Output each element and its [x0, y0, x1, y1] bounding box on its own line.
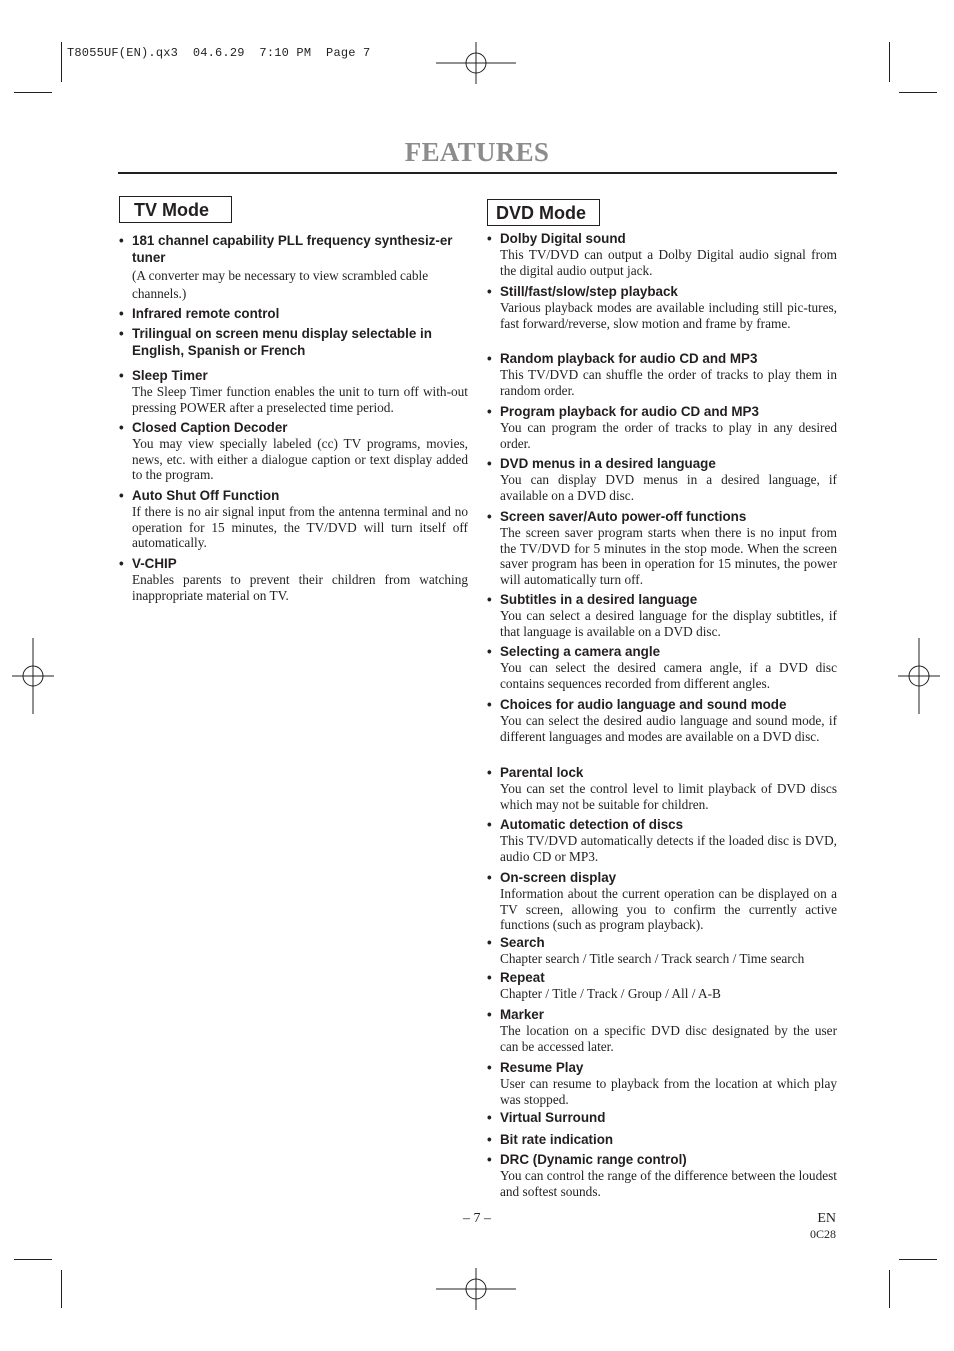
feature-title: • Choices for audio language and sound mode: [487, 696, 837, 713]
feature-description: You can display DVD menus in a desired language, if available on a DVD disc.: [500, 472, 837, 503]
list-item: [119, 305, 468, 322]
list-item: [119, 232, 468, 303]
feature-title: • Repeat: [487, 969, 837, 986]
feature-description: Chapter / Title / Track / Group / All / A-B: [500, 986, 721, 1001]
list-item: [487, 696, 837, 744]
page-number: – 7 –: [463, 1211, 491, 1226]
feature-title: • Trilingual on screen menu display selectable in English, Spanish or French: [119, 325, 468, 359]
feature-description: You can set the control level to limit playback of DVD discs which may not be suitable for children.: [500, 781, 837, 812]
registration-mark-icon: [12, 638, 54, 714]
title-divider: [118, 172, 837, 174]
feature-description: You can select a desired language for the display subtitles, if that language is available on a DVD disc.: [500, 608, 837, 639]
feature-title: • Dolby Digital sound: [487, 230, 837, 247]
feature-description: Various playback modes are available including still pic-tures, fast forward/reverse, slow motion and frame by frame.: [500, 300, 837, 331]
list-item: [487, 643, 837, 691]
feature-title: • Still/fast/slow/step playback: [487, 283, 837, 300]
list-item: [487, 1151, 837, 1199]
list-item: [487, 403, 837, 451]
feature-title: • Random playback for audio CD and MP3: [487, 350, 837, 367]
feature-description: You can select the desired camera angle, if a DVD disc contains sequences recorded from different angles.: [500, 660, 837, 691]
list-item: [487, 508, 837, 587]
crop-mark: [61, 42, 62, 82]
feature-title: • Search: [487, 934, 837, 951]
list-item: [119, 367, 468, 415]
feature-title: • V-CHIP: [119, 555, 468, 572]
registration-mark-icon: [436, 42, 516, 84]
feature-title: • Automatic detection of discs: [487, 816, 837, 833]
feature-title: • DRC (Dynamic range control): [487, 1151, 837, 1168]
feature-title: • 181 channel capability PLL frequency synthesiz-er tuner: [119, 232, 468, 266]
feature-title: • DVD menus in a desired language: [487, 455, 837, 472]
document-code: 0C28: [809, 1227, 836, 1241]
crop-mark: [61, 1270, 62, 1308]
crop-mark: [14, 1259, 52, 1260]
list-item: [487, 934, 837, 967]
feature-description: You can control the range of the difference between the loudest and softest sounds.: [500, 1168, 837, 1199]
feature-title: • Marker: [487, 1006, 837, 1023]
feature-description: (A converter may be necessary to view scrambled cable channels.): [132, 268, 429, 301]
feature-title: • Selecting a camera angle: [487, 643, 837, 660]
feature-title: • On-screen display: [487, 869, 837, 886]
list-item: [487, 764, 837, 812]
feature-description: You may view specially labeled (cc) TV programs, movies, news, etc. with either a dialogue caption or text display added to the program.: [132, 436, 468, 483]
list-item: [119, 325, 468, 359]
list-item: [487, 1006, 837, 1054]
feature-title: • Virtual Surround: [487, 1109, 837, 1126]
feature-title: • Program playback for audio CD and MP3: [487, 403, 837, 420]
list-item: [119, 419, 468, 483]
feature-description: The Sleep Timer function enables the unit to turn off with-out pressing POWER after a preselected time period.: [132, 384, 468, 415]
feature-title: • Parental lock: [487, 764, 837, 781]
feature-description: User can resume to playback from the location at which play was stopped.: [500, 1076, 837, 1107]
registration-mark-icon: [898, 638, 940, 714]
feature-description: You can program the order of tracks to play in any desired order.: [500, 420, 837, 451]
feature-description: This TV/DVD can output a Dolby Digital audio signal from the digital audio output jack.: [500, 247, 837, 278]
feature-title: • Auto Shut Off Function: [119, 487, 468, 504]
crop-mark: [889, 42, 890, 82]
list-item: [487, 816, 837, 864]
list-item: [487, 283, 837, 331]
feature-description: Chapter search / Title search / Track search / Time search: [500, 951, 805, 966]
page-title: FEATURES: [404, 137, 550, 167]
feature-title: • Subtitles in a desired language: [487, 591, 837, 608]
feature-description: The location on a specific DVD disc designated by the user can be accessed later.: [500, 1023, 837, 1054]
language-code: EN: [817, 1211, 836, 1226]
list-item: [487, 230, 837, 278]
crop-mark: [899, 1259, 937, 1260]
feature-description: Enables parents to prevent their children from watching inappropriate material on TV.: [132, 572, 468, 603]
tv-mode-heading: TV Mode: [119, 196, 232, 223]
list-item: [487, 591, 837, 639]
crop-mark: [899, 92, 937, 93]
list-item: [119, 555, 468, 603]
crop-mark: [14, 92, 52, 93]
feature-description: This TV/DVD can shuffle the order of tracks to play them in random order.: [500, 367, 837, 398]
feature-title: • Sleep Timer: [119, 367, 468, 384]
feature-description: This TV/DVD automatically detects if the loaded disc is DVD, audio CD or MP3.: [500, 833, 837, 864]
list-item: [487, 350, 837, 398]
list-item: [487, 869, 837, 933]
list-item: [487, 1131, 837, 1148]
crop-mark: [889, 1270, 890, 1308]
feature-description: You can select the desired audio language and sound mode, if different languages and modes are available on a DVD disc.: [500, 713, 837, 744]
feature-title: • Infrared remote control: [119, 305, 468, 322]
list-item: [487, 455, 837, 503]
list-item: [487, 969, 837, 1002]
list-item: [487, 1109, 837, 1126]
feature-title: • Bit rate indication: [487, 1131, 837, 1148]
list-item: [119, 487, 468, 551]
dvd-mode-heading: DVD Mode: [487, 199, 600, 226]
registration-mark-icon: [436, 1268, 516, 1310]
feature-description: The screen saver program starts when there is no input from the TV/DVD for 5 minutes in the stop mode. When the screen saver program has been in operation for 15 minutes, the power will automatically turn off.: [500, 525, 837, 587]
file-slug: T8055UF(EN).qx3 04.6.29 7:10 PM Page 7: [67, 46, 371, 60]
feature-title: • Resume Play: [487, 1059, 837, 1076]
feature-description: If there is no air signal input from the antenna terminal and no operation for 15 minutes, the TV/DVD will turn itself off automatically.: [132, 504, 468, 551]
feature-title: • Screen saver/Auto power-off functions: [487, 508, 837, 525]
list-item: [487, 1059, 837, 1107]
feature-title: • Closed Caption Decoder: [119, 419, 468, 436]
feature-description: Information about the current operation can be displayed on a TV screen, allowing you to confirm the currently active functions (such as program playback).: [500, 886, 837, 933]
